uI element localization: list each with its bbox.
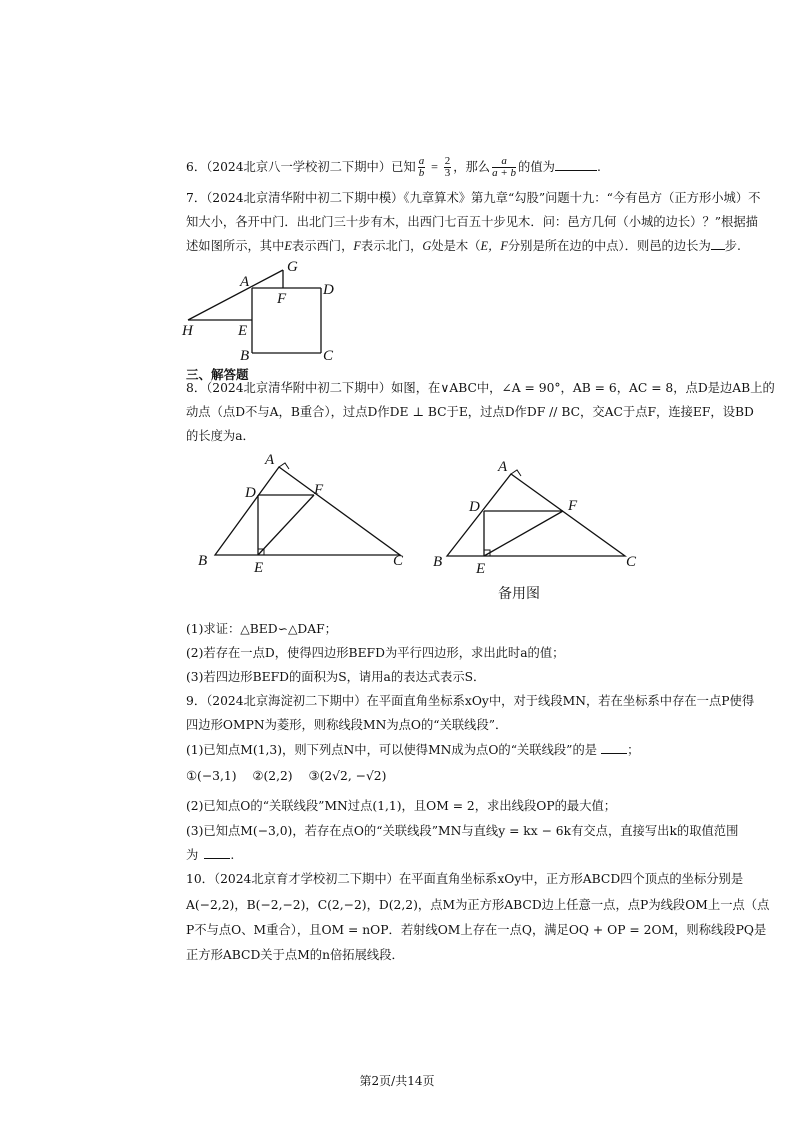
label-E: E: [254, 560, 264, 576]
label-B: B: [433, 554, 443, 570]
q10-line4: 正方形ABCD关于点M的n倍拓展线段．: [186, 948, 404, 962]
q8-part2: (2)若存在一点D，使得四边形BEFD为平行四边形，求出此时a的值；: [186, 646, 565, 660]
q8-line3: 的长度为a．: [186, 429, 255, 443]
fraction-2-over-3: $\frac{2}{3}$: [444, 155, 451, 179]
q6-line: 6．（2024北京八一学校初二下期中）已知 $\frac{a}{b}$ = $\frac{2}{3}$ ，那么 $\frac{a}{a + b}$ 的值为 .: [186, 155, 601, 179]
answer-blank[interactable]: [555, 158, 597, 171]
option-1: ①(−3,1): [186, 769, 237, 783]
q10-line1: 10．（2024北京育才学校初二下期中）在平面直角坐标系xOy中，正方形ABCD四个顶点的坐标分别是: [186, 872, 744, 886]
fraction-a-over-a-plus-b: $\frac{a}{a + b}$: [492, 155, 517, 179]
q7-figure: [180, 258, 340, 366]
q9-part3: (3)已知点M(−3,0)，若存在点O的“关联线段”MN与直线y = kx − 6k有交点，直接写出k的取值范围: [186, 824, 739, 838]
q9-part1: (1)已知点M(1,3)，则下列点N中，可以使得MN成为点O的“关联线段”的是 ；: [186, 743, 640, 757]
label-B: B: [240, 348, 250, 364]
q7-line2: 知大小，各开中门．出北门三十步有木，出西门七百五十步见木．问：邑方几何（小城的边长）？”根据描: [186, 215, 758, 229]
option-2: ②(2,2): [252, 769, 293, 783]
answer-blank[interactable]: [711, 237, 725, 250]
q8-part3: (3)若四边形BEFD的面积为S，请用a的表达式表示S．: [186, 670, 486, 684]
label-A: A: [265, 452, 275, 468]
label-A: A: [240, 274, 250, 290]
label-E: E: [238, 323, 248, 339]
q7-line3: 述如图所示，其中E表示西门，F表示北门，G处是木（E，F分别是所在边的中点）．则邑的边长为 步.: [186, 239, 741, 253]
page-footer: 第2页/共14页: [359, 1074, 435, 1088]
q9-line2: 四边形OMPN为菱形，则称线段MN为点O的“关联线段”．: [186, 718, 508, 732]
label-F: F: [277, 291, 287, 307]
q10-line2: A(−2,2)，B(−2,−2)，C(2,−2)，D(2,2)，点M为正方形ABCD边上任意一点，点P为线段OM上一点（点: [186, 898, 770, 912]
q8-line1: 8．（2024北京清华附中初二下期中）如图，在∨ABC中，∠A = 90°，AB = 6，AC = 8，点D是边AB上的: [186, 381, 775, 395]
option-3: ③(2√2, −√2): [308, 769, 387, 783]
label-G: G: [287, 259, 298, 275]
q9-part3-cont: 为 .: [186, 848, 235, 862]
q9-line1: 9．（2024北京海淀初二下期中）在平面直角坐标系xOy中，对于线段MN，若在坐标系中存在一点P使得: [186, 694, 755, 708]
label-C: C: [323, 348, 334, 364]
label-F: F: [314, 482, 324, 498]
q8-figure-2: [430, 452, 660, 607]
label-C: C: [626, 554, 637, 570]
figure-caption: 备用图: [498, 586, 540, 602]
q8-part1: (1)求证：△BED∽△DAF；: [186, 622, 337, 636]
label-H: H: [182, 323, 193, 339]
label-D: D: [323, 282, 334, 298]
label-B: B: [198, 553, 208, 569]
q7-line1: 7．（2024北京清华附中初二下期中模）《九章算术》第九章“勾股”问题十九：“今有邑方（正方形小城）不: [186, 191, 761, 205]
fraction-a-over-b: $\frac{a}{b}$: [418, 155, 425, 179]
section-heading: 三、解答题: [186, 367, 249, 382]
label-D: D: [469, 499, 480, 515]
answer-blank[interactable]: [601, 741, 627, 754]
label-C: C: [393, 553, 404, 569]
q10-line3: P不与点O、M重合），且OM = nOP．若射线OM上存在一点Q，满足OQ + OP = 2OM，则称线段PQ是: [186, 923, 767, 937]
answer-blank[interactable]: [204, 846, 230, 859]
label-F: F: [568, 498, 578, 514]
q8-figure-1: [192, 452, 422, 577]
q9-options: [186, 767, 386, 785]
label-D: D: [245, 485, 256, 501]
q8-line2: 动点（点D不与A，B重合），过点D作DE ⊥ BC于E，过点D作DF // BC，交AC于点F，连接EF，设BD: [186, 405, 754, 419]
q9-part2: (2)已知点O的“关联线段”MN过点(1,1)，且OM = 2，求出线段OP的最大值；: [186, 799, 617, 813]
label-A: A: [498, 459, 508, 475]
label-E: E: [476, 561, 486, 577]
